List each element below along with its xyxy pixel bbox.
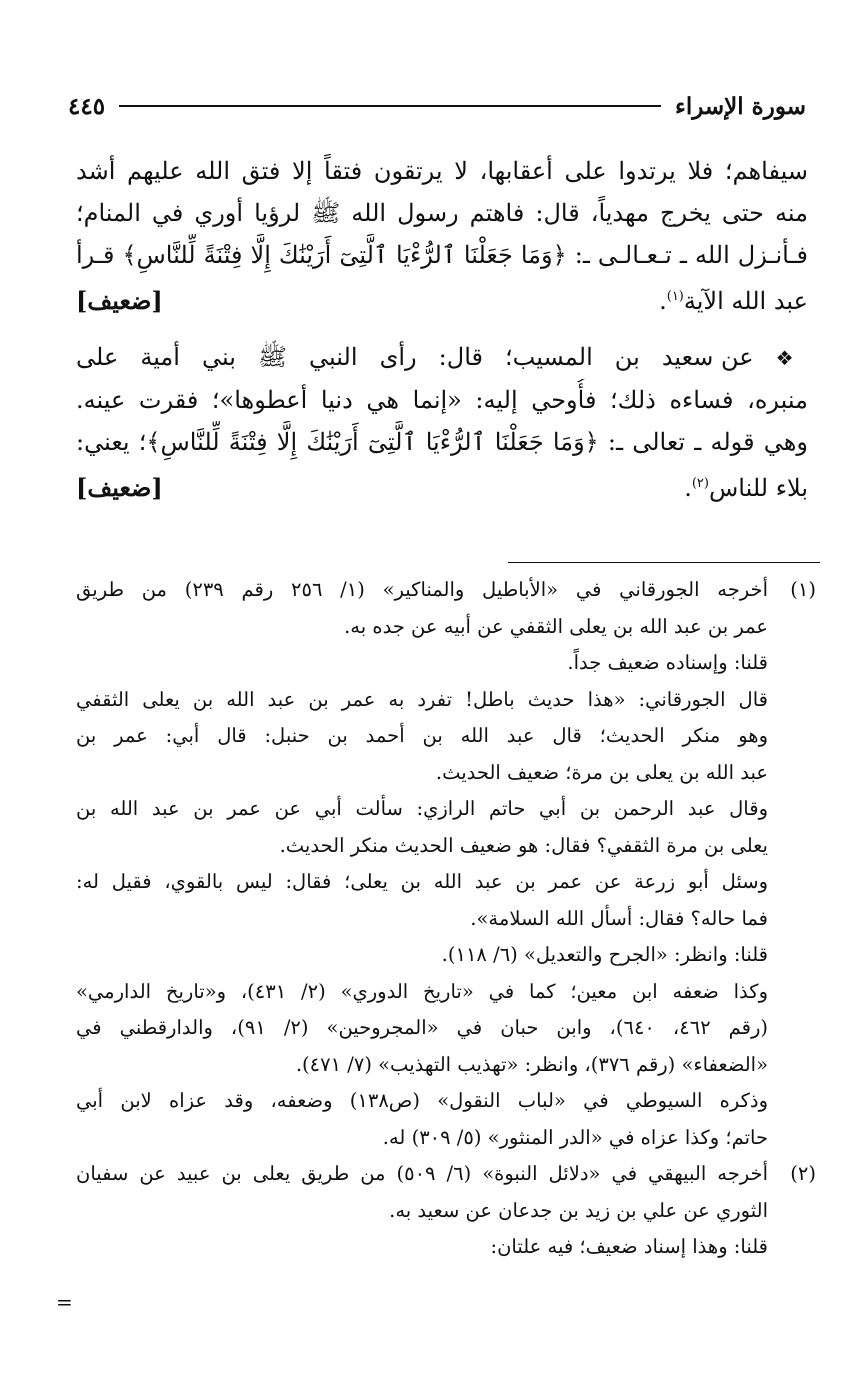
paragraph-1	[76, 150, 808, 322]
text-line: فـأنـزل الله ـ تـعـالـى ـ: ﴿وَمَا جَعَلْنَا ٱلرُّءْيَا ٱلَّتِىٓ أَرَيْنَٰكَ إِلَّا فِتْنَةً لِّلنَّاسِ﴾ قـرأ	[76, 241, 808, 269]
text-line: بلاء للناس	[708, 474, 808, 502]
footnote-line: قلنا: وانظر: «الجرح والتعديل» (٦/ ١١٨).	[441, 943, 768, 966]
footnote-body	[76, 1156, 768, 1266]
footnote-number: (١)	[790, 578, 816, 601]
footnote-line: وذكره السيوطي في «لباب النقول» (ص١٣٨) وضعفه، وقد عزاه لابن أبي	[76, 1089, 768, 1112]
text-line-final: بلاء للناس$^{(٢)}$. [ضعيف]	[76, 463, 808, 509]
footnote-line: الثوري عن علي بن زيد بن جدعان عن سعيد به.	[389, 1198, 768, 1222]
footnote-line: عمر بن عبد الله بن يعلى الثقفي عن أبيه عن جده به.	[344, 614, 768, 638]
footnote-line: قلنا: وهذا إسناد ضعيف؛ فيه علتان:	[490, 1235, 768, 1258]
page-header	[68, 88, 806, 124]
footnote-line: أخرجه الجورقاني في «الأباطيل والمناكير» (١/ ٢٥٦ رقم ٢٣٩) من طريق	[76, 578, 768, 601]
footnote-separator	[508, 562, 820, 563]
footnote-line: فما حاله؟ فقال: أسأل الله السلامة».	[470, 906, 768, 930]
footnote-line: قلنا: وإسناده ضعيف جداً.	[567, 651, 768, 674]
text-line: منبره، فساءه ذلك؛ فأُوحي إليه: «إنما هي دنيا أعطوها»؛ فقرت عينه.	[76, 386, 808, 414]
main-text	[76, 150, 808, 523]
footnote-line: «الضعفاء» (رقم ٣٧٦)، وانظر: «تهذيب التهذيب» (٧/ ٤٧١).	[295, 1052, 768, 1076]
page-number: ٤٤٥	[68, 92, 106, 120]
surah-title: سورة الإسراء	[675, 92, 806, 120]
footnote-number: (٢)	[790, 1162, 816, 1185]
text-line: وهي قوله ـ تعالى ـ: ﴿وَمَا جَعَلْنَا ٱلرُّءْيَا ٱلَّتِىٓ أَرَيْنَٰكَ إِلَّا فِتْنَةً لِّلنَّاسِ﴾؛ يعني:	[76, 428, 808, 456]
grade-label: [ضعيف]	[76, 286, 163, 315]
text-line-final: عبد الله الآية$^{(١)}$. [ضعيف]	[76, 276, 808, 322]
footnote-line: وقال عبد الرحمن بن أبي حاتم الرازي: سألت أبي عن عمر بن عبد الله بن	[76, 797, 768, 820]
footnote-line: وسئل أبو زرعة عن عمر بن عبد الله بن يعلى؛ فقال: ليس بالقوي، فقيل له:	[76, 870, 768, 893]
paragraph-2	[76, 336, 808, 509]
grade-label: [ضعيف]	[76, 473, 163, 502]
footnote-line: عبد الله بن يعلى بن مرة؛ ضعيف الحديث.	[435, 760, 768, 784]
footnote-line: وهو منكر الحديث؛ قال عبد الله بن أحمد بن حنبل: قال أبي: عمر بن	[76, 724, 768, 747]
text-line: ❖ عن سعيد بن المسيب؛ قال: رأى النبي ﷺ بني أمية على	[76, 343, 808, 371]
footnote-line: أخرجه البيهقي في «دلائل النبوة» (٦/ ٥٠٩) من طريق يعلى بن عبيد عن سفيان	[76, 1162, 768, 1185]
footnote-line: وكذا ضعفه ابن معين؛ كما في «تاريخ الدوري» (٢/ ٤٣١)، و«تاريخ الدارمي»	[76, 979, 768, 1003]
continuation-mark: =	[56, 1290, 73, 1314]
footnote-1	[76, 572, 816, 1156]
text-line: سيفاهم؛ فلا يرتدوا على أعقابها، لا يرتقون فتقاً إلا فتق الله عليهم أشد	[76, 157, 808, 185]
text-line: منه حتى يخرج مهدياً، قال: فاهتم رسول الله ﷺ لرؤيا أوري في المنام؛	[76, 199, 808, 227]
footnote-2	[76, 1156, 816, 1266]
footnote-line: (رقم ٤٦٢، ٦٤٠)، وابن حبان في «المجروحين» (٢/ ٩١)، والدارقطني في	[76, 1016, 768, 1039]
footnote-ref[interactable]: (١)	[666, 289, 684, 304]
footnote-line: حاتم؛ وكذا عزاه في «الدر المنثور» (٥/ ٣٠٩) له.	[382, 1125, 768, 1149]
footnote-body	[76, 572, 768, 1156]
footnote-line: يعلى بن مرة الثقفي؟ فقال: هو ضعيف الحديث منكر الحديث.	[279, 833, 768, 857]
header-rule	[119, 105, 661, 107]
footnote-ref[interactable]: (٢)	[691, 476, 709, 491]
text-line: عبد الله الآية	[683, 287, 808, 315]
bullet-icon: ❖	[775, 346, 808, 370]
footnotes	[76, 572, 816, 1266]
footnote-line: قال الجورقاني: «هذا حديث باطل! تفرد به عمر بن عبد الله بن يعلى الثقفي	[76, 687, 768, 711]
